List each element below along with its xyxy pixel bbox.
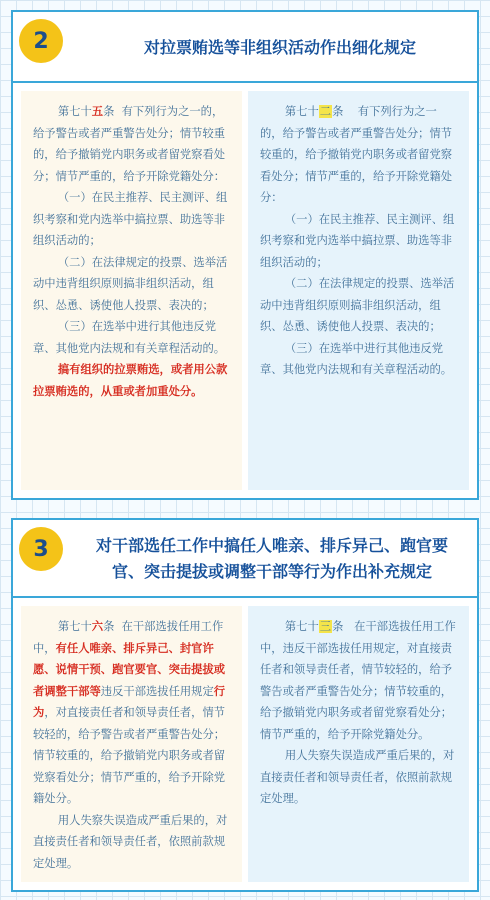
section-header bbox=[11, 518, 479, 598]
article-text: 违反干部选拔任用规定 bbox=[100, 684, 214, 698]
section-title-line-2: 官、突击提拔或调整干部等行为作出补充规定 bbox=[111, 562, 432, 581]
comparison-panel bbox=[11, 83, 479, 500]
article-number-changed: 六 bbox=[91, 620, 104, 633]
section-title-line-1: 对干部选任工作中搞任人唯亲、排斥异己、跑官要 bbox=[95, 536, 448, 555]
clause-3: （三）在选举中进行其他违反党章、其他党内法规和有关章程活动的。 bbox=[260, 341, 453, 376]
added-text: 行为 bbox=[33, 684, 226, 719]
old-article-column bbox=[248, 606, 469, 882]
article-suffix: 条 bbox=[103, 105, 115, 118]
article-prefix: 第七十 bbox=[57, 620, 92, 633]
clause-1: （一）在民主推荐、民主测评、组织考察和党内选举中搞拉票、助选等非组织活动的； bbox=[33, 191, 228, 247]
article-suffix: 条 bbox=[332, 620, 344, 633]
article-prefix: 第七十 bbox=[57, 105, 92, 118]
article-text: 在干部选拔任用工作中， bbox=[33, 620, 224, 655]
article-suffix: 条 bbox=[103, 620, 115, 633]
article-text: 有下列行为之一的，给予警告或者严重警告处分；情节较重的，给予撤销党内职务或者留党察看处分；情节严重的，给予开除党籍处分： bbox=[260, 105, 453, 204]
article-paragraph bbox=[260, 101, 459, 209]
old-article-column bbox=[248, 91, 469, 490]
new-article-column bbox=[21, 91, 242, 490]
added-provision: 搞有组织的拉票贿选，或者用公款拉票贿选的，从重或者加重处分。 bbox=[33, 363, 228, 398]
comparison-panel bbox=[11, 598, 479, 892]
new-article-column bbox=[21, 606, 242, 882]
section-number-badge: 2 bbox=[19, 19, 63, 63]
article-number-highlight: 三 bbox=[319, 620, 332, 633]
article-text: ，对直接责任者和领导责任者，情节较轻的，给予警告或者严重警告处分；情节较重的，给予撤销党内职务或者留党察看处分；情节严重的，给予开除党籍处分。 bbox=[33, 706, 226, 805]
clause-3: （三）在选举中进行其他违反党章、其他党内法规和有关章程活动的。 bbox=[33, 320, 226, 355]
article-paragraph bbox=[260, 616, 459, 745]
article-number-changed: 五 bbox=[91, 105, 104, 118]
section-vote-buying bbox=[11, 10, 479, 500]
article-prefix: 第七十 bbox=[284, 105, 319, 118]
article-paragraph-2: 用人失察失误造成严重后果的，对直接责任者和领导责任者，依照前款规定处理。 bbox=[33, 813, 228, 870]
clause-2: （二）在法律规定的投票、选举活动中违背组织原则搞非组织活动，组织、怂恿、诱使他人投票、表决的； bbox=[260, 277, 455, 333]
article-suffix: 条 bbox=[332, 105, 344, 118]
clause-2: （二）在法律规定的投票、选举活动中违背组织原则搞非组织活动，组织、怂恿、诱使他人投票、表决的； bbox=[33, 255, 228, 312]
article-text: 有下列行为之一的，给予警告或者严重警告处分；情节较重的，给予撤销党内职务或者留党察看处分；情节严重的，给予开除党籍处分： bbox=[33, 105, 226, 183]
article-paragraph-2: 用人失察失误造成严重后果的，对直接责任者和领导责任者，依照前款规定处理。 bbox=[260, 749, 455, 805]
article-paragraph bbox=[33, 616, 232, 810]
clause-1: （一）在民主推荐、民主测评、组织考察和党内选举中搞拉票、助选等非组织活动的； bbox=[260, 212, 455, 269]
article-text: 在干部选拔任用工作中，违反干部选拔任用规定，对直接责任者和领导责任者，情节较轻的，给予警告或者严重警告处分；情节较重的，给予撤销党内职务或者留党察看处分；情节严重的，给予开除党籍处分。 bbox=[260, 620, 456, 741]
section-cadre-selection bbox=[11, 518, 479, 892]
added-text: 有任人唯亲、排斥异己、封官许愿、说情干预、跑官要官、突击提拔或者调整干部等 bbox=[33, 641, 226, 698]
section-title: 对拉票贿选等非组织活动作出细化规定 bbox=[143, 38, 416, 57]
section-number-badge: 3 bbox=[19, 527, 63, 571]
article-number-highlight: 二 bbox=[319, 105, 332, 118]
article-paragraph bbox=[33, 101, 232, 187]
article-prefix: 第七十 bbox=[284, 620, 319, 633]
section-header bbox=[11, 10, 479, 83]
section-title bbox=[75, 533, 469, 585]
